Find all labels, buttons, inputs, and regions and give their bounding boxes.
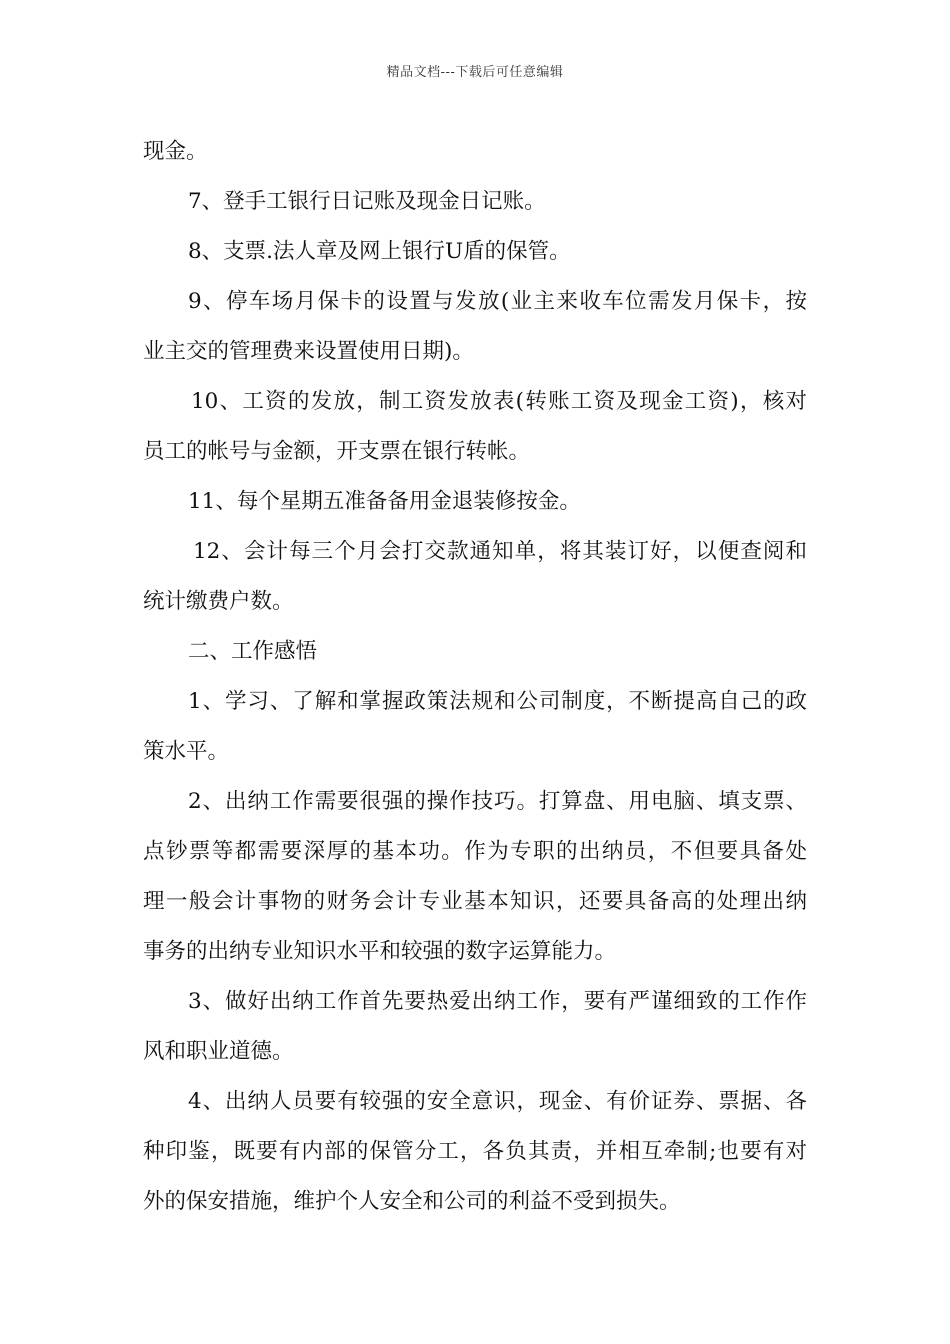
list-item-4: 4、出纳人员要有较强的安全意识，现金、有价证券、票据、各 — [188, 1089, 807, 1114]
text-line: 统计缴费户数。 — [143, 589, 294, 614]
page-header: 精品文档---下载后可任意编辑 — [386, 65, 564, 80]
document-body — [143, 127, 807, 1227]
list-item-7: 7、登手工银行日记账及现金日记账。 — [188, 189, 546, 214]
list-item-9: 9、停车场月保卡的设置与发放(业主来收车位需发月保卡，按 — [188, 289, 807, 314]
text-line: 事务的出纳专业知识水平和较强的数字运算能力。 — [143, 939, 617, 964]
text-line: 风和职业道德。 — [143, 1039, 294, 1064]
list-item-1: 1、学习、了解和掌握政策法规和公司制度，不断提高自己的政 — [188, 689, 807, 714]
text-line: 点钞票等都需要深厚的基本功。作为专职的出纳员，不但要具备处 — [143, 839, 807, 864]
text-line: 外的保安措施，维护个人安全和公司的利益不受到损失。 — [143, 1189, 681, 1214]
list-item-11: 11、每个星期五准备备用金退装修按金。 — [188, 489, 581, 514]
list-item-8: 8、支票.法人章及网上银行U盾的保管。 — [188, 239, 571, 264]
text-line: 现金。 — [143, 139, 208, 164]
text-line: 策水平。 — [143, 739, 230, 764]
text-line: 种印鉴，既要有内部的保管分工，各负其责，并相互牵制;也要有对 — [143, 1139, 807, 1164]
list-item-3: 3、做好出纳工作首先要热爱出纳工作，要有严谨细致的工作作 — [188, 989, 807, 1014]
text-line: 员工的帐号与金额，开支票在银行转帐。 — [143, 439, 531, 464]
list-item-12: 12、会计每三个月会打交款通知单，将其装订好，以便查阅和 — [193, 539, 807, 564]
text-line: 理一般会计事物的财务会计专业基本知识，还要具备高的处理出纳 — [143, 889, 807, 914]
section-heading: 二、工作感悟 — [188, 639, 318, 664]
list-item-10: 10、工资的发放，制工资发放表(转账工资及现金工资)，核对 — [191, 389, 807, 414]
list-item-2: 2、出纳工作需要很强的操作技巧。打算盘、用电脑、填支票、 — [188, 789, 807, 814]
text-line: 业主交的管理费来设置使用日期)。 — [143, 339, 474, 364]
